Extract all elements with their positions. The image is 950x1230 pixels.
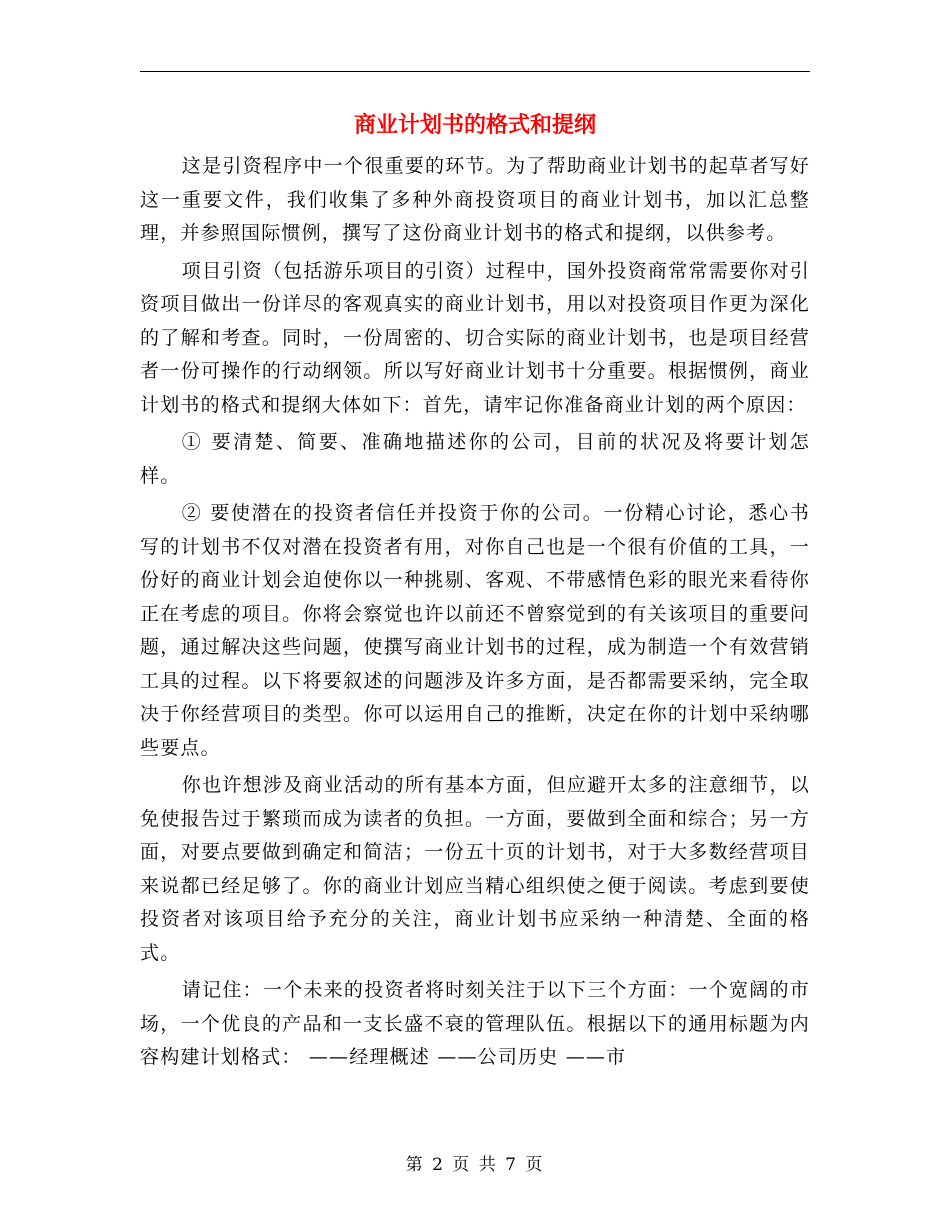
document-body [140, 150, 810, 1079]
paragraph-reason-1: ① 要清楚、简要、准确地描述你的公司，目前的状况及将要计划怎样。 [140, 431, 810, 487]
paragraph-reason-2: ② 要使潜在的投资者信任并投资于你的公司。一份精心讨论，悉心书写的计划书不仅对潜在投资者有用，对你自己也是一个很有价值的工具，一份好的商业计划会迫使你以一种挑剔、客观、不带感情色彩的眼光来看待你正在考虑的项目。你将会察觉也许以前还不曾察觉到的有关该项目的重要问题，通过解决这些问题，使撰写商业计划书的过程，成为制造一个有效营销工具的过程。以下将要叙述的问题涉及许多方面，是否都需要采纳，完全取决于你经营项目的类型。你可以运用自己的推断，决定在你的计划中采纳哪些要点。 [140, 502, 810, 759]
paragraph-intro: 这是引资程序中一个很重要的环节。为了帮助商业计划书的起草者写好这一重要文件，我们收集了多种外商投资项目的商业计划书，加以汇总整理，并参照国际惯例，撰写了这份商业计划书的格式和提纲，以供参考。 [140, 155, 810, 244]
document-title: 商业计划书的格式和提纲 [353, 112, 596, 138]
paragraph-remember: 请记住：一个未来的投资者将时刻关注于以下三个方面：一个宽阔的市场，一个优良的产品和一支长盛不衰的管理队伍。根据以下的通用标题为内容构建计划格式： ——经理概述 ——公司历史 ——市 [140, 979, 810, 1068]
paragraph-details: 你也许想涉及商业活动的所有基本方面，但应避开太多的注意细节，以免使报告过于繁琐而成为读者的负担。一方面，要做到全面和综合；另一方面，对要点要做到确定和简洁；一份五十页的计划书，对于大多数经营项目来说都已经足够了。你的商业计划应当精心组织使之便于阅读。考虑到要使投资者对该项目给予充分的关注，商业计划书应采纳一种清楚、全面的格式。 [140, 774, 810, 964]
page-footer: 第 2 页 共 7 页 [405, 1155, 545, 1175]
paragraph-project-financing: 项目引资（包括游乐项目的引资）过程中，国外投资商常常需要你对引资项目做出一份详尽的客观真实的商业计划书，用以对投资项目作更为深化的了解和考查。同时，一份周密的、切合实际的商业计划书，也是项目经营者一份可操作的行动纲领。所以写好商业计划书十分重要。根据惯例，商业计划书的格式和提纲大体如下：首先，请牢记你准备商业计划的两个原因： [140, 259, 810, 416]
header-rule [140, 71, 810, 72]
